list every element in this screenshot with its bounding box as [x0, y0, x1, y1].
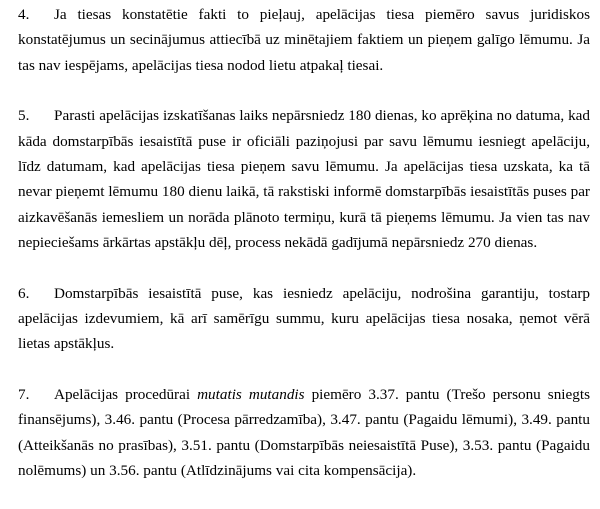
- paragraph-text-before: Apelācijas procedūrai: [54, 385, 198, 403]
- paragraph-text: Ja tiesas konstatētie fakti to pieļauj, apelācijas tiesa piemēro savus juridiskos konstatējumus un secinājumus attiecībā uz minētajiem faktiem un pieņem galīgo lēmumu. Ja tas nav iespējams, apelācijas tiesa nodod lietu atpakaļ tiesai.: [18, 6, 590, 74]
- latin-phrase: mutatis mutandis: [197, 385, 305, 403]
- paragraph-number: 6.: [18, 284, 30, 302]
- paragraph-number: 4.: [18, 6, 30, 23]
- paragraph-5: [18, 103, 590, 255]
- paragraph-7: [18, 382, 590, 484]
- paragraph-text-after: piemēro 3.37. pantu (Trešo personu sniegts finansējums), 3.46. pantu (Procesa pārredzamība), 3.47. pantu (Pagaidu lēmumi), 3.49. pantu (Atteikšanās no prasības), 3.51. pantu (Domstarpībās neiesaistītā Puse), 3.53. pantu (Pagaidu nolēmums) un 3.56. pantu (Atlīdzinājums vai cita kompensācija).: [18, 385, 590, 480]
- paragraph-text: Domstarpībās iesaistītā puse, kas iesniedz apelāciju, nodrošina garantiju, tostarp apelācijas izdevumiem, kā arī samērīgu summu, kuru apelācijas tiesa nosaka, ņemot vērā lietas apstākļus.: [18, 284, 590, 353]
- document-body: [18, 2, 590, 509]
- paragraph-number: 7.: [18, 385, 30, 403]
- paragraph-6: [18, 281, 590, 357]
- paragraph-number: 5.: [18, 107, 30, 125]
- paragraph-4: [18, 2, 590, 78]
- paragraph-text: Parasti apelācijas izskatīšanas laiks nepārsniedz 180 dienas, ko aprēķina no datuma, kad kāda domstarpībās iesaistītā puse ir oficiāli paziņojusi par savu lēmumu iesniegt apelāciju, līdz datumam, kad apelācijas tiesa pieņem savu lēmumu. Ja apelācijas tiesa uzskata, ka tā nevar pieņemt lēmumu 180 dienu laikā, tā rakstiski informē domstarpībās iesaistītās puses par aizkavēšanās iemesliem un norāda plānoto termiņu, kurā tā pieņems lēmumu. Ja vien tas nav nepieciešams ārkārtas apstākļu dēļ, process nekādā gadījumā nepārsniedz 270 dienas.: [18, 107, 590, 252]
